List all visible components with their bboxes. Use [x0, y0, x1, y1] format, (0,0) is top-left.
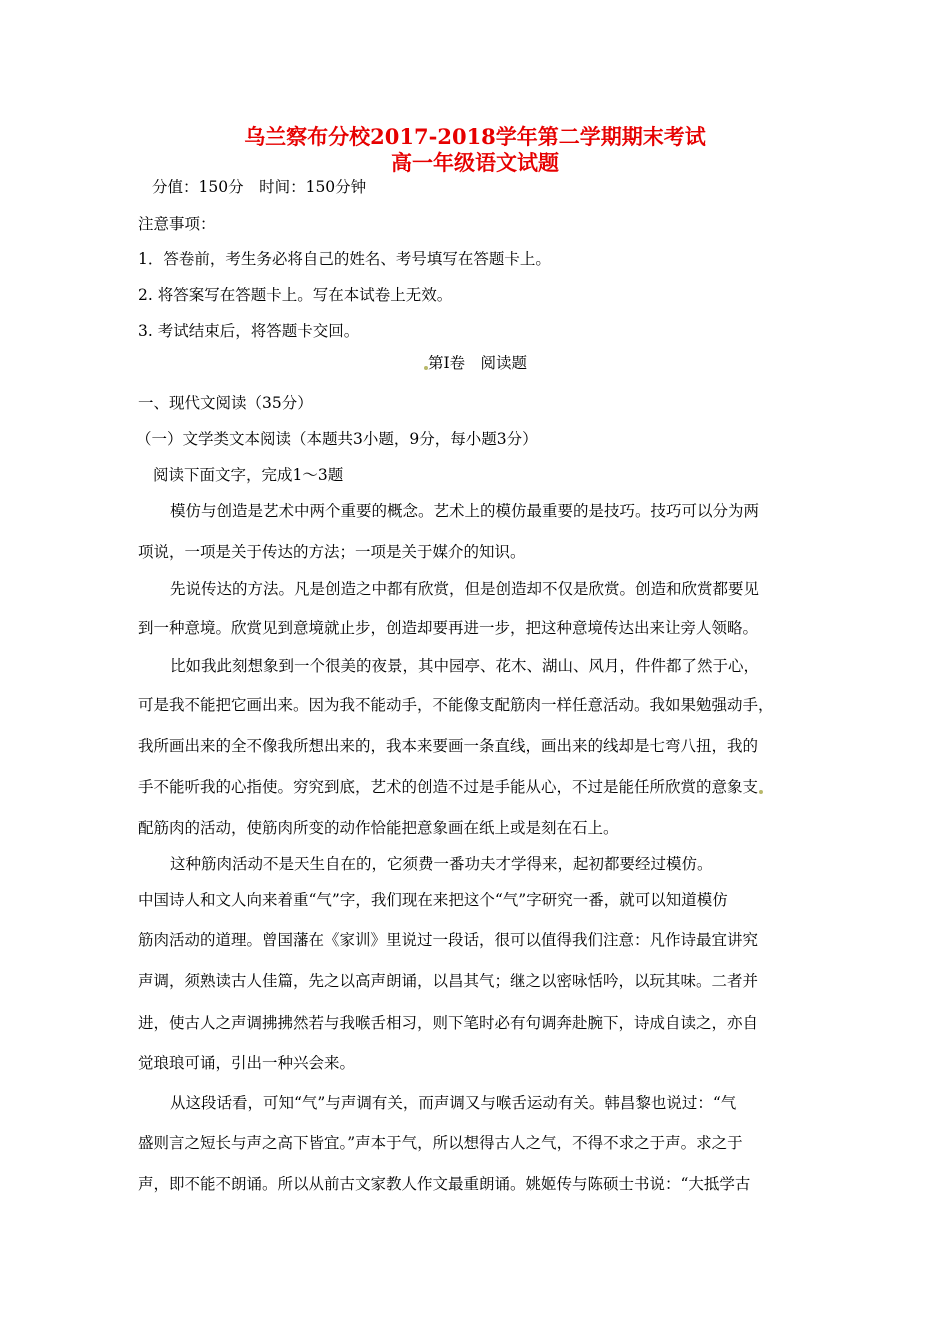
- passage-line: 项说，一项是关于传达的方法；一项是关于媒介的知识。: [138, 543, 526, 561]
- volume-heading-text: 第Ⅰ卷 阅读题: [427, 354, 528, 372]
- exam-title: 乌兰察布分校2017-2018学年第二学期期末考试: [244, 124, 706, 149]
- notice-item: 3. 考试结束后，将答题卡交回。: [138, 322, 360, 340]
- notice-item: 1．答卷前，考生务必将自己的姓名、考号填写在答题卡上。: [138, 250, 551, 268]
- passage-line: 到一种意境。欣赏见到意境就止步，创造却要再进一步，把这种意境传达出来让旁人领略。: [138, 619, 759, 637]
- reading-instruction: 阅读下面文字，完成1～3题: [153, 466, 344, 484]
- dot-mark: [759, 790, 763, 794]
- volume-heading: [0, 352, 950, 374]
- passage-line: 可是我不能把它画出来。因为我不能动手，不能像支配筋肉一样任意活动。我如果勉强动手，: [138, 696, 774, 714]
- notice-heading: 注意事项：: [138, 215, 216, 233]
- passage-line: 先说传达的方法。凡是创造之中都有欣赏，但是创造却不仅是欣赏。创造和欣赏都要见: [170, 580, 760, 598]
- passage-line: [138, 776, 828, 798]
- exam-subtitle: 高一年级语文试题: [391, 150, 559, 175]
- passage-line: 这种筋肉活动不是天生自在的，它须费一番功夫才学得来，起初都要经过模仿。: [170, 855, 713, 873]
- notice-item: 2. 将答案写在答题卡上。写在本试卷上无效。: [138, 286, 453, 304]
- passage-line-text: 手不能听我的心指使。穷究到底，艺术的创造不过是手能从心，不过是能任所欣赏的意象支: [138, 778, 759, 796]
- passage-line: 声调，须熟读古人佳篇，先之以高声朗诵，以昌其气；继之以密咏恬吟，以玩其味。二者并: [138, 972, 759, 990]
- passage-line: 配筋肉的活动，使筋肉所变的动作恰能把意象画在纸上或是刻在石上。: [138, 819, 619, 837]
- passage-line: 觉琅琅可诵，引出一种兴会来。: [138, 1054, 356, 1072]
- score-time-info: 分值：150分 时间：150分钟: [152, 178, 367, 196]
- passage-line: 从这段话看，可知“气”与声调有关，而声调又与喉舌运动有关。韩昌黎也说过：“气: [170, 1094, 737, 1112]
- passage-line: 筋肉活动的道理。曾国藩在《家训》里说过一段话，很可以值得我们注意：凡作诗最宜讲究: [138, 931, 759, 949]
- passage-line: 模仿与创造是艺术中两个重要的概念。艺术上的模仿最重要的是技巧。技巧可以分为两: [170, 502, 760, 520]
- passage-line: 比如我此刻想象到一个很美的夜景，其中园亭、花木、湖山、风月，件件都了然于心，: [170, 657, 760, 675]
- passage-line: 声，即不能不朗诵。所以从前古文家教人作文最重朗诵。姚姬传与陈硕士书说：“大抵学古: [138, 1175, 751, 1193]
- passage-line: 我所画出来的全不像我所想出来的，我本来要画一条直线，画出来的线却是七弯八扭，我的: [138, 737, 759, 755]
- part-heading: 一、现代文阅读（35分）: [138, 394, 313, 412]
- passage-line: 进，使古人之声调拂拂然若与我喉舌相习，则下笔时必有句调奔赴腕下，诗成自读之，亦自: [138, 1014, 759, 1032]
- passage-line: 盛则言之短长与声之高下皆宜。”声本于气，所以想得古人之气，不得不求之于声。求之于: [138, 1134, 743, 1152]
- subsection-heading: （一）文学类文本阅读（本题共3小题，9分，每小题3分）: [136, 430, 538, 448]
- passage-line: 中国诗人和文人向来着重“气”字，我们现在来把这个“气”字研究一番，就可以知道模仿: [138, 891, 728, 909]
